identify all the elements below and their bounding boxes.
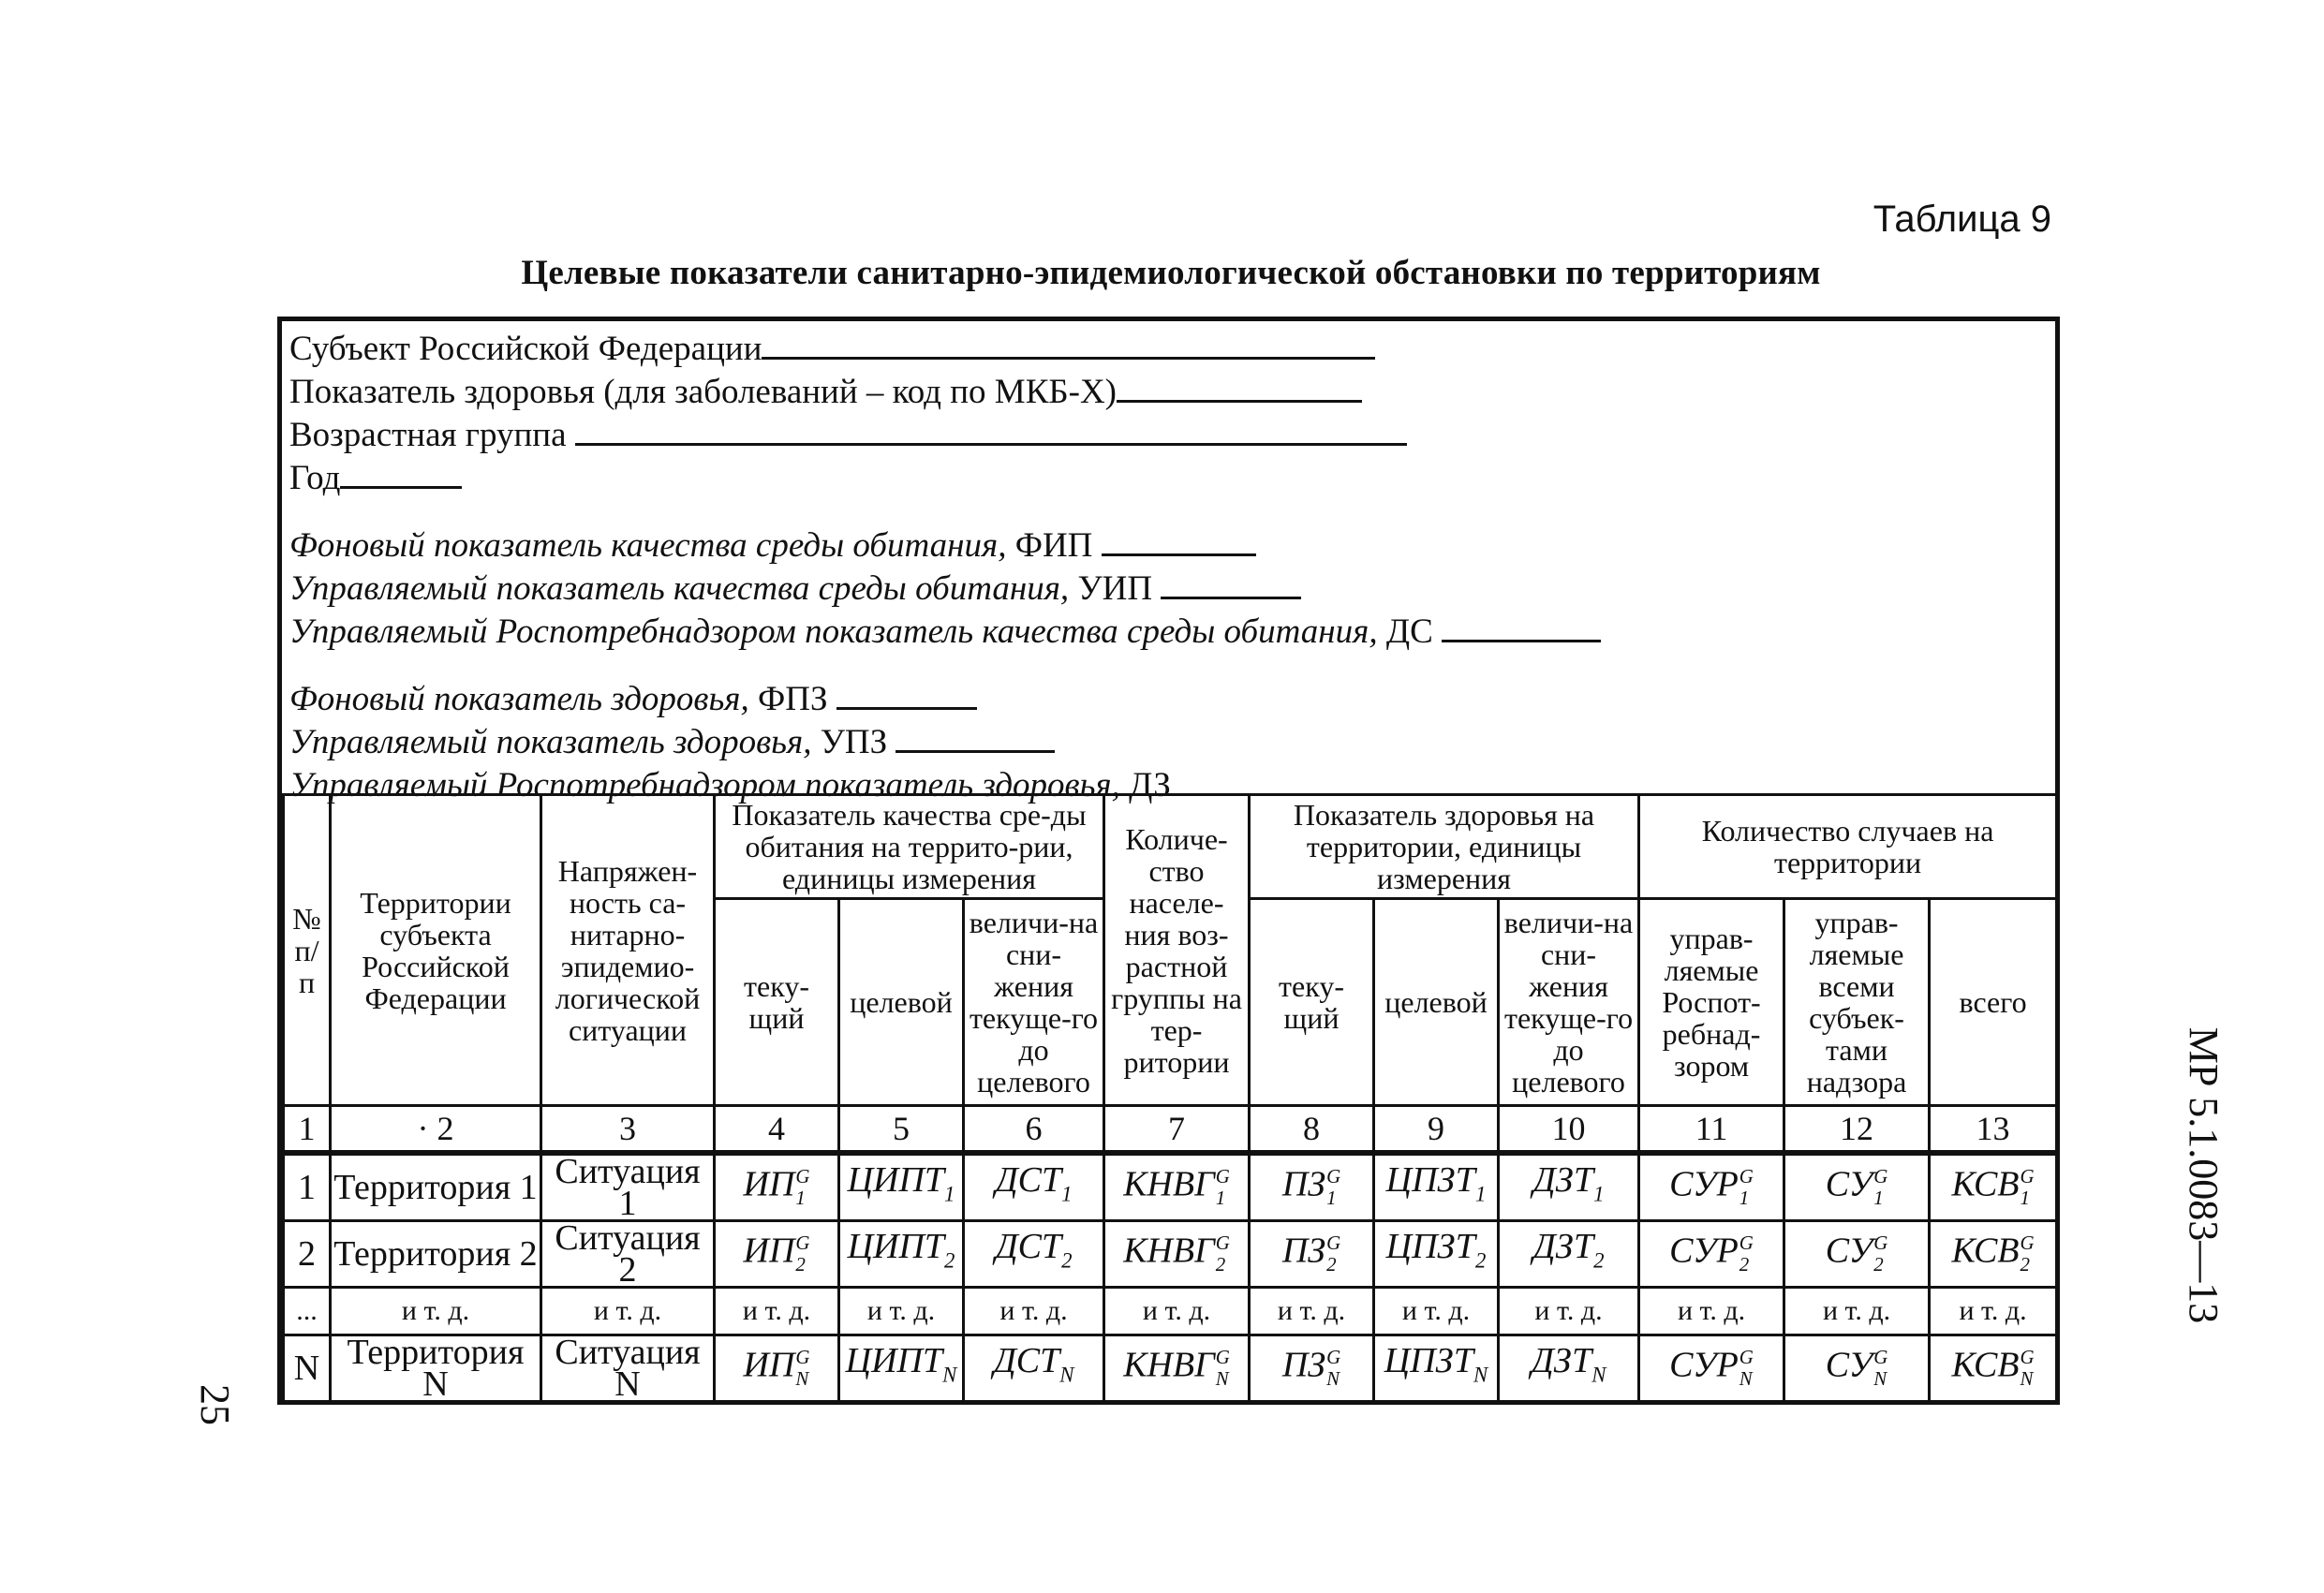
situation-cell: Ситуация 2 bbox=[541, 1221, 715, 1288]
rpn-health-line: Управляемый Роспотребнадзором показатель здоровья, ДЗ bbox=[289, 761, 2050, 804]
health-reduction-cell: $ДЗТ_1$ bbox=[1499, 1153, 1639, 1221]
env-target-cell: $ЦИПТ_2$ bbox=[839, 1221, 964, 1288]
background-health-blank bbox=[836, 675, 977, 710]
header-health-target: целевой bbox=[1374, 899, 1499, 1106]
health-reduction-cell: $ДЗТ_N$ bbox=[1499, 1335, 1639, 1402]
rpn-env-blank bbox=[1442, 608, 1601, 642]
column-number: 6 bbox=[964, 1106, 1104, 1154]
document-code: МР 5.1.0083—13 bbox=[2181, 1026, 2227, 1324]
year-line: Год bbox=[289, 454, 2050, 497]
table-row bbox=[284, 1153, 2057, 1221]
column-number: · 2 bbox=[331, 1106, 541, 1154]
situation-cell: Ситуация 1 bbox=[541, 1153, 715, 1221]
cases-all-subjects-cell: СУ G 1 bbox=[1784, 1153, 1930, 1221]
managed-health-line: Управляемый показатель здоровья, УПЗ bbox=[289, 718, 2050, 761]
env-target-cell: $ЦИПТ_N$ bbox=[839, 1335, 964, 1402]
health-indicator-blank bbox=[1117, 368, 1362, 403]
subject-line: Субъект Российской Федерации bbox=[289, 325, 2050, 368]
etc-cell: и т. д. bbox=[1374, 1288, 1499, 1335]
managed-env-blank bbox=[1161, 565, 1301, 599]
row-number: 2 bbox=[284, 1221, 331, 1288]
background-env-blank bbox=[1102, 522, 1256, 556]
rpn-env-line: Управляемый Роспотребнадзором показатель качества среды обитания, ДС bbox=[289, 608, 2050, 651]
health-indicator-line: Показатель здоровья (для заболеваний – код по МКБ-Х) bbox=[289, 368, 2050, 411]
etc-cell: и т. д. bbox=[1639, 1288, 1784, 1335]
header-cases-group: Количество случаев на территории bbox=[1639, 795, 2057, 899]
page-title: Целевые показатели санитарно-эпидемиологической обстановки по территориям bbox=[521, 254, 1821, 292]
header-env-reduction: величи-на сни-жения текуще-го до целевого bbox=[964, 899, 1104, 1106]
table-row-continuation bbox=[284, 1288, 2057, 1335]
header-no: № п/п bbox=[284, 795, 331, 1106]
header-env-target: целевой bbox=[839, 899, 964, 1106]
health-current-cell: ПЗ G 1 bbox=[1250, 1153, 1374, 1221]
cases-total-cell: КСВ G 2 bbox=[1930, 1221, 2057, 1288]
cases-all-subjects-cell: СУ G N bbox=[1784, 1335, 1930, 1402]
population-cell: КНВГ G 1 bbox=[1104, 1153, 1250, 1221]
etc-cell: и т. д. bbox=[1250, 1288, 1374, 1335]
table-frame bbox=[277, 317, 2060, 1405]
env-reduction-cell: $ДСТ_1$ bbox=[964, 1153, 1104, 1221]
env-current-cell: ИП G N bbox=[715, 1335, 839, 1402]
header-cases-rpn: управ-ляемые Роспот-ребнад-зором bbox=[1639, 899, 1784, 1106]
background-health-line: Фоновый показатель здоровья, ФПЗ bbox=[289, 675, 2050, 718]
cases-rpn-cell: СУР G 2 bbox=[1639, 1221, 1784, 1288]
env-reduction-cell: $ДСТ_2$ bbox=[964, 1221, 1104, 1288]
health-target-cell: $ЦПЗТ_N$ bbox=[1374, 1335, 1499, 1402]
health-reduction-cell: $ДЗТ_2$ bbox=[1499, 1221, 1639, 1288]
rpn-health-blank bbox=[1179, 761, 1339, 796]
targets-table bbox=[282, 793, 2058, 1403]
etc-cell: и т. д. bbox=[1930, 1288, 2057, 1335]
header-env-current: теку-щий bbox=[715, 899, 839, 1106]
health-current-cell: ПЗ G N bbox=[1250, 1335, 1374, 1402]
etc-cell: и т. д. bbox=[1784, 1288, 1930, 1335]
column-number: 10 bbox=[1499, 1106, 1639, 1154]
population-cell: КНВГ G 2 bbox=[1104, 1221, 1250, 1288]
territory-cell: Территория 2 bbox=[331, 1221, 541, 1288]
cases-all-subjects-cell: СУ G 2 bbox=[1784, 1221, 1930, 1288]
column-number: 12 bbox=[1784, 1106, 1930, 1154]
etc-cell: и т. д. bbox=[1104, 1288, 1250, 1335]
table-row bbox=[284, 1221, 2057, 1288]
header-population: Количе-ство населе-ния воз-растной группы на тер-ритории bbox=[1104, 795, 1250, 1106]
age-group-line: Возрастная группа bbox=[289, 411, 2050, 454]
table-number: Таблица 9 bbox=[1873, 199, 2051, 240]
year-blank bbox=[340, 454, 462, 489]
territory-cell: Территория 1 bbox=[331, 1153, 541, 1221]
row-number: 1 bbox=[284, 1153, 331, 1221]
env-current-cell: ИП G 1 bbox=[715, 1153, 839, 1221]
etc-cell: и т. д. bbox=[541, 1288, 715, 1335]
column-number: 3 bbox=[541, 1106, 715, 1154]
row-number: N bbox=[284, 1335, 331, 1402]
health-current-cell: ПЗ G 2 bbox=[1250, 1221, 1374, 1288]
etc-cell: и т. д. bbox=[715, 1288, 839, 1335]
cases-rpn-cell: СУР G N bbox=[1639, 1335, 1784, 1402]
managed-env-line: Управляемый показатель качества среды обитания, УИП bbox=[289, 565, 2050, 608]
header-health-group: Показатель здоровья на территории, единицы измерения bbox=[1250, 795, 1639, 899]
cases-total-cell: КСВ G N bbox=[1930, 1335, 2057, 1402]
header-health-reduction: величи-на сни-жения текуще-го до целевого bbox=[1499, 899, 1639, 1106]
health-target-cell: $ЦПЗТ_1$ bbox=[1374, 1153, 1499, 1221]
header-cases-all-subjects: управ-ляемые всеми субъек-тами надзора bbox=[1784, 899, 1930, 1106]
header-health-current: теку-щий bbox=[1250, 899, 1374, 1106]
territory-cell: Территория N bbox=[331, 1335, 541, 1402]
population-cell: КНВГ G N bbox=[1104, 1335, 1250, 1402]
page-number: 25 bbox=[192, 1384, 238, 1425]
column-number: 8 bbox=[1250, 1106, 1374, 1154]
cases-total-cell: КСВ G 1 bbox=[1930, 1153, 2057, 1221]
etc-cell: и т. д. bbox=[1499, 1288, 1639, 1335]
column-number: 1 bbox=[284, 1106, 331, 1154]
column-number: 11 bbox=[1639, 1106, 1784, 1154]
managed-health-blank bbox=[896, 718, 1055, 753]
row-number: ... bbox=[284, 1288, 331, 1335]
health-target-cell: $ЦПЗТ_2$ bbox=[1374, 1221, 1499, 1288]
etc-cell: и т. д. bbox=[839, 1288, 964, 1335]
column-number-row bbox=[284, 1106, 2057, 1154]
column-number: 9 bbox=[1374, 1106, 1499, 1154]
column-number: 7 bbox=[1104, 1106, 1250, 1154]
column-number: 4 bbox=[715, 1106, 839, 1154]
env-current-cell: ИП G 2 bbox=[715, 1221, 839, 1288]
header-env-group: Показатель качества сре-ды обитания на террито-рии, единицы измерения bbox=[715, 795, 1104, 899]
header-territory: Территории субъекта Российской Федерации bbox=[331, 795, 541, 1106]
env-reduction-cell: $ДСТ_N$ bbox=[964, 1335, 1104, 1402]
situation-cell: Ситуация N bbox=[541, 1335, 715, 1402]
header-cases-total: всего bbox=[1930, 899, 2057, 1106]
header-tension: Напряжен-ность са-нитарно-эпидемио-логической ситуации bbox=[541, 795, 715, 1106]
table-row bbox=[284, 1335, 2057, 1402]
cases-rpn-cell: СУР G 1 bbox=[1639, 1153, 1784, 1221]
etc-cell: и т. д. bbox=[964, 1288, 1104, 1335]
age-group-blank bbox=[575, 411, 1407, 446]
subject-blank bbox=[762, 325, 1375, 360]
env-target-cell: $ЦИПТ_1$ bbox=[839, 1153, 964, 1221]
form-block bbox=[289, 325, 2050, 804]
background-env-line: Фоновый показатель качества среды обитания, ФИП bbox=[289, 522, 2050, 565]
column-number: 5 bbox=[839, 1106, 964, 1154]
column-number: 13 bbox=[1930, 1106, 2057, 1154]
etc-cell: и т. д. bbox=[331, 1288, 541, 1335]
